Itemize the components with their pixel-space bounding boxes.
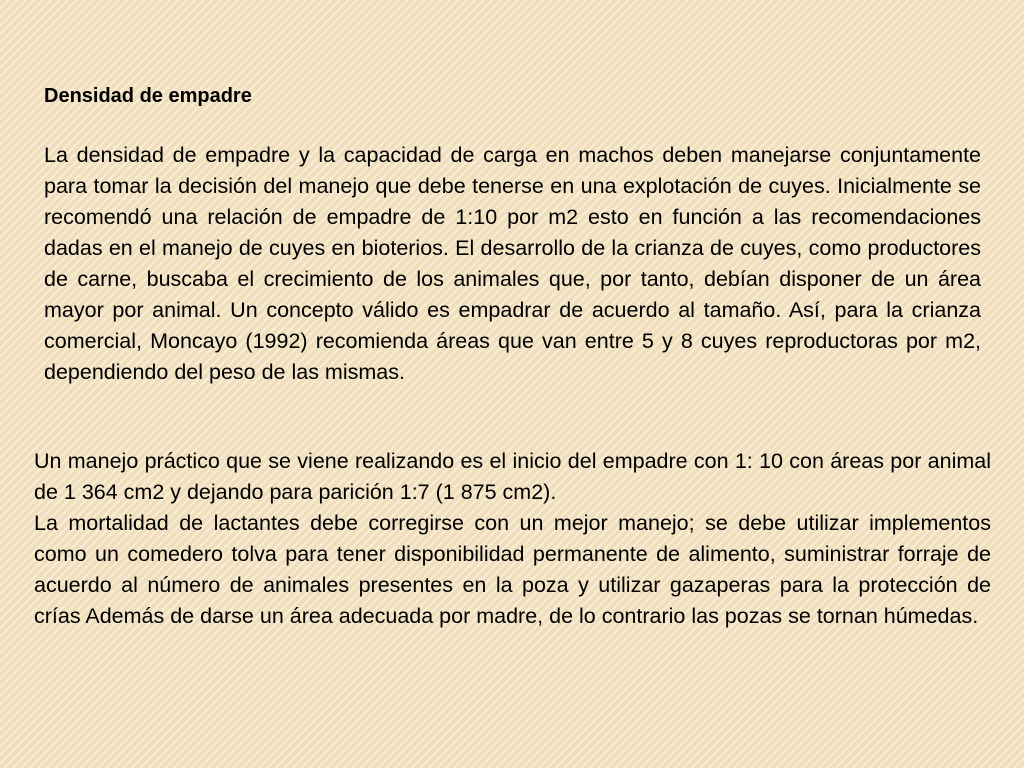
density-paragraph: La densidad de empadre y la capacidad de carga en machos deben manejarse conjuntamente para tomar la decisión del manejo que debe tenerse en una explotación de cuyes. Inicialmente se recomendó una relación de empadre de 1:10 por m2 esto en función a las recomendaciones dadas en el manejo de cuyes en bioterios. El desarrollo de la crianza de cuyes, como productores de carne, buscaba el crecimiento de los animales que, por tanto, debían disponer de un área mayor por animal. Un concepto válido es empadrar de acuerdo al tamaño. Así, para la crianza comercial, Moncayo (1992) recomienda áreas que van entre 5 y 8 cuyes reproductoras por m2, dependiendo del peso de las mismas. [44,143,981,384]
section-management [34,446,991,632]
practical-management-paragraph: Un manejo práctico que se viene realizando es el inicio del empadre con 1: 10 con áreas por animal de 1 364 cm2 y dejando para parición 1:7 (1 875 cm2). [34,449,991,504]
mortality-paragraph: La mortalidad de lactantes debe corregirse con un mejor manejo; se debe utilizar implementos como un comedero tolva para tener disponibilidad permanente de alimento, suministrar forraje de acuerdo al número de animales presentes en la poza y utilizar gazaperas para la protección de crías Además de darse un área adecuada por madre, de lo contrario las pozas se tornan húmedas. [34,511,991,628]
section-heading: Densidad de empadre [44,85,252,107]
section-density [44,82,981,388]
